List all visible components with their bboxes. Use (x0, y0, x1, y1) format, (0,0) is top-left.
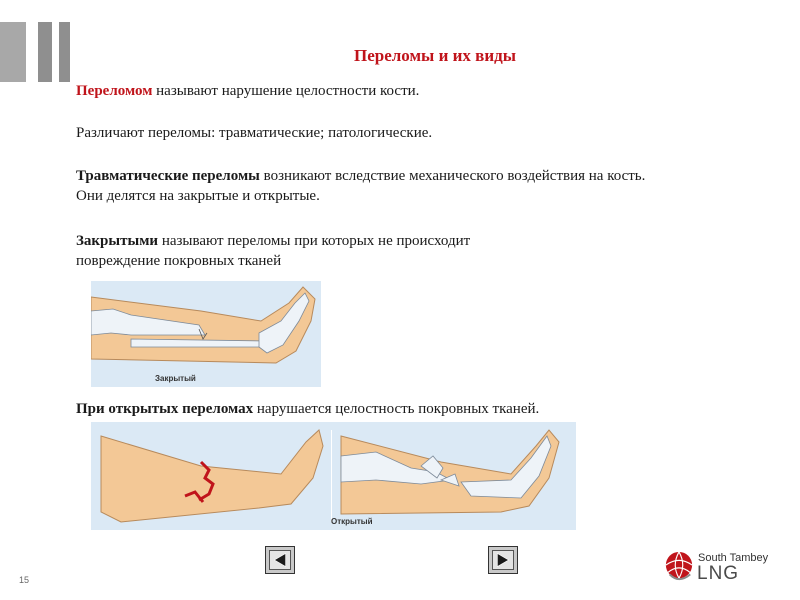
term-closed: Закрытыми (76, 233, 159, 249)
term-traumatic: Травматические переломы (76, 168, 260, 184)
logo-text-top: South Tambey (698, 552, 769, 564)
definition-text: называют нарушение целостности кости. (152, 83, 420, 99)
paragraph-traumatic (76, 166, 645, 186)
paragraph-closed (76, 231, 470, 251)
globe-logo-icon (664, 548, 694, 584)
paragraph-open (76, 399, 539, 419)
paragraph-types: Различают переломы: травматические; патологические. (76, 125, 433, 141)
next-slide-button[interactable] (488, 546, 518, 574)
triangle-left-icon (266, 547, 294, 573)
paragraph-traumatic-line2: Они делятся на закрытые и открытые. (76, 188, 320, 204)
closed-fracture-drawing (91, 281, 321, 387)
open-fracture-drawing (91, 422, 576, 530)
logo-text-bottom: LNG (697, 563, 740, 584)
triangle-right-icon (489, 547, 517, 573)
closed-text: называют переломы при которых не происходит (158, 233, 471, 249)
open-text: нарушается целостность покровных тканей. (253, 401, 540, 417)
prev-slide-button[interactable] (265, 546, 295, 574)
company-logo (664, 546, 774, 586)
caption-open: Открытый (331, 517, 373, 526)
page-number: 15 (19, 575, 30, 585)
traumatic-text: возникают вследствие механического воздействия на кость. (259, 168, 646, 184)
caption-closed: Закрытый (155, 374, 196, 383)
slide-title: Переломы и их виды (353, 46, 517, 65)
paragraph-definition (76, 81, 419, 101)
closed-fracture-illustration (91, 281, 321, 387)
open-fracture-illustration (91, 422, 576, 530)
decor-bars (0, 0, 70, 85)
term-fracture: Переломом (76, 83, 153, 99)
term-open: При открытых переломах (76, 401, 254, 417)
paragraph-closed-line2: повреждение покровных тканей (76, 253, 282, 269)
